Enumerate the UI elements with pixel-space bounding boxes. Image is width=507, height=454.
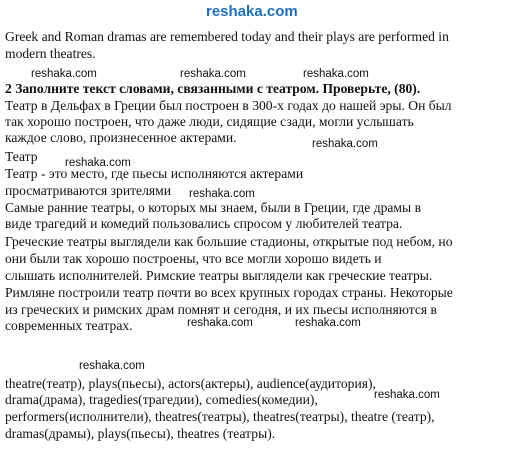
task-line: современных театрах.	[5, 318, 133, 333]
answer-line: theatre(театр), plays(пьесы), actors(актеры), audience(аудитория),	[5, 376, 376, 391]
watermark-label: reshaka.com	[312, 138, 378, 150]
task-line: просматриваются зрителями	[5, 183, 171, 198]
watermark-label: reshaka.com	[79, 360, 145, 372]
task-line: каждое слово, произнесенное актерами.	[5, 130, 237, 145]
task-line: Театр	[5, 149, 38, 164]
task-line: слышать исполнителей. Римские театры выглядели как греческие театры.	[5, 268, 433, 283]
task-line: Римляне построили театр почти во всех крупных городах страны. Некоторые	[5, 285, 453, 300]
task-line: из греческих и римских драм помнят и сегодня, и их пьесы исполняются в	[5, 302, 437, 317]
watermark-label: reshaka.com	[180, 68, 246, 80]
watermark-label: reshaka.com	[65, 157, 131, 169]
answer-line: drama(драма), tragedies(трагедии), comedies(комедии),	[5, 392, 318, 407]
task-heading: 2 Заполните текст словами, связанными с театром. Проверьте, (80).	[5, 81, 421, 96]
watermark-label: reshaka.com	[31, 68, 97, 80]
task-line: Театр - это место, где пьесы исполняются актерами	[5, 166, 304, 181]
watermark-label: reshaka.com	[295, 317, 361, 329]
watermark-top[interactable]: reshaka.com	[206, 3, 298, 20]
task-line: Театр в Дельфах в Греции был построен в 300-х годах до нашей эры. Он был	[5, 98, 452, 113]
watermark-label: reshaka.com	[189, 188, 255, 200]
task-line: так хорошо построен, что даже люди, сидящие сзади, могли услышать	[5, 114, 414, 129]
watermark-label: reshaka.com	[303, 68, 369, 80]
intro-line-2: modern theatres.	[5, 46, 96, 61]
task-line: Греческие театры выглядели как большие стадионы, открытые под небом, но	[5, 234, 453, 249]
watermark-label: reshaka.com	[374, 389, 440, 401]
task-line: Самые ранние театры, о которых мы знаем, были в Греции, где драмы в	[5, 200, 421, 215]
intro-line-1: Greek and Roman dramas are remembered today and their plays are performed in	[5, 29, 449, 44]
watermark-label: reshaka.com	[187, 317, 253, 329]
task-line: виде трагедий и комедий пользовались спросом у любителей театра.	[5, 216, 403, 231]
task-line: они были так хорошо построены, что все могли хорошо видеть и	[5, 251, 382, 266]
answer-line: performers(исполнители), theatres(театры), theatres(театры), theatre (театр),	[5, 409, 435, 424]
answer-line: dramas(драмы), plays(пьесы), theatres (театры).	[5, 426, 276, 441]
